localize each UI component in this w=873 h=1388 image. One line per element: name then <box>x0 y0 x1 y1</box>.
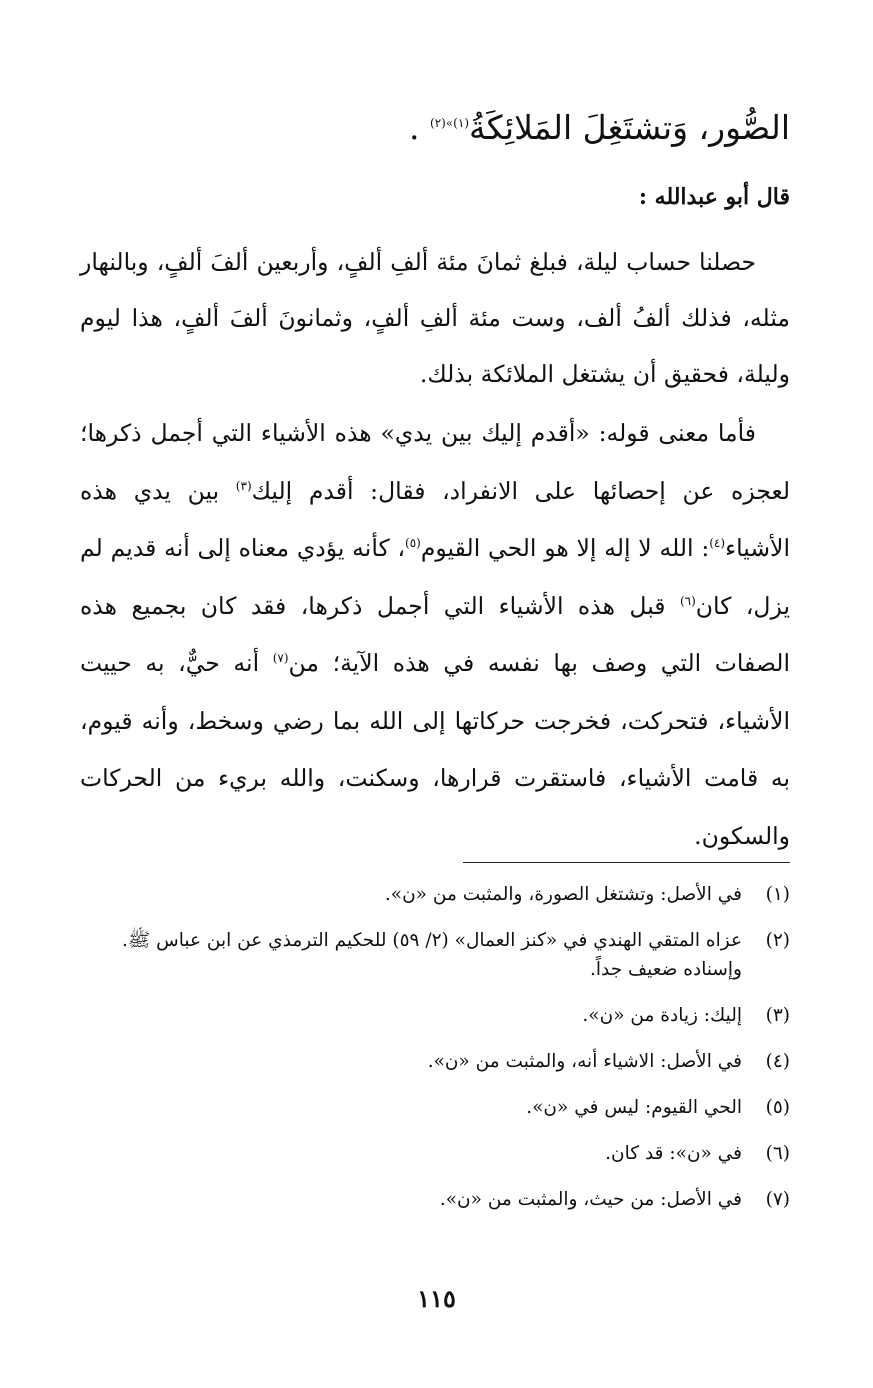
footnote-ref: (١)»(٢) <box>430 116 470 130</box>
paragraph-text: فأما معنى قوله: «أقدم إليك بين يدي» هذه الأشياء التي أجمل ذكرها؛ لعجزه عن إحصائها على الانفراد، فقال: أقدم إليك <box>80 419 790 505</box>
footnote-ref: (٧) <box>272 651 289 666</box>
footnote-ref: (٥) <box>405 536 421 551</box>
footnote-text: عزاه المتقي الهندي في «كنز العمال» (٢/ ٥٩) للحكيم الترمذي عن ابن عباس ﷺ. وإسناده ضعيف جداً. <box>122 930 742 980</box>
footnote-text: الحي القيوم: ليس في «ن». <box>526 1097 742 1118</box>
footnote-number: (٤) <box>765 1051 790 1072</box>
paragraph-text: قبل هذه الأشياء التي أجمل ذكرها، فقد كان بجميع هذه الصفات التي وصف بها نفسه في هذه الآية؛ من <box>80 591 790 677</box>
footnote-number: (٢) <box>765 930 790 951</box>
header-end: . <box>409 108 431 147</box>
footnote-number: (٧) <box>765 1189 790 1210</box>
footnote-number: (٣) <box>765 1005 790 1026</box>
paragraph-text: أنه حيٌّ، به حييت الأشياء، فتحركت، فخرجت حركاتها إلى الله بما رضي وسخط، وأنه قيوم، به قامت الأشياء، فاستقرت قرارها، وسكنت، والله بريء من الحركات والسكون. <box>80 649 790 850</box>
paragraph <box>80 234 790 402</box>
footnote <box>80 1001 790 1030</box>
footnote <box>80 880 790 909</box>
footnote-ref: (٤) <box>709 536 726 551</box>
footnote-text: في الأصل: وتشتغل الصورة، والمثبت من «ن». <box>384 884 742 905</box>
page-number: ١١٥ <box>417 1284 456 1313</box>
speaker-heading: قال أبو عبدالله : <box>638 184 790 210</box>
header-text: الصُّور، وَتشتَغِلَ المَلائِكَةُ <box>469 108 790 147</box>
footnote-text: في «ن»: قد كان. <box>605 1143 742 1164</box>
footnote <box>80 1093 790 1122</box>
paragraph-text: ، كأنه يؤدي معناه إلى أنه قديم لم يزل، كان <box>80 534 790 620</box>
paragraph-text: بين يدي هذه الأشياء <box>80 476 790 562</box>
paragraph-text: : الله لا إله إلا هو الحي القيوم <box>420 534 710 562</box>
footnote <box>80 1185 790 1214</box>
footnote-ref: (٦) <box>679 593 696 608</box>
footnote <box>80 926 790 984</box>
footnotes-list <box>80 880 790 1231</box>
footnote-ref: (٣) <box>235 478 252 493</box>
continued-text-line <box>80 98 790 158</box>
paragraph-text: حصلنا حساب ليلة، فبلغ ثمانَ مئة ألفِ ألفٍ، وأربعين ألفَ ألفٍ، وبالنهار مثله، فذلك ألفُ ألف، وست مئة ألفِ ألفٍ، وثمانونَ ألفَ ألفٍ، هذا ليوم وليلة، فحقيق أن يشتغل الملائكة بذلك. <box>80 248 790 388</box>
footnote-number: (١) <box>765 884 790 905</box>
footnote-number: (٦) <box>765 1143 790 1164</box>
footnote-text: إليك: زيادة من «ن». <box>582 1005 742 1026</box>
footnote-divider <box>463 862 790 863</box>
footnote-text: في الأصل: من حيث، والمثبت من «ن». <box>439 1189 742 1210</box>
footnote-number: (٥) <box>765 1097 790 1118</box>
footnote <box>80 1047 790 1076</box>
paragraph <box>80 405 790 865</box>
footnote-text: في الأصل: الاشياء أنه، والمثبت من «ن». <box>427 1051 742 1072</box>
footnote <box>80 1139 790 1168</box>
